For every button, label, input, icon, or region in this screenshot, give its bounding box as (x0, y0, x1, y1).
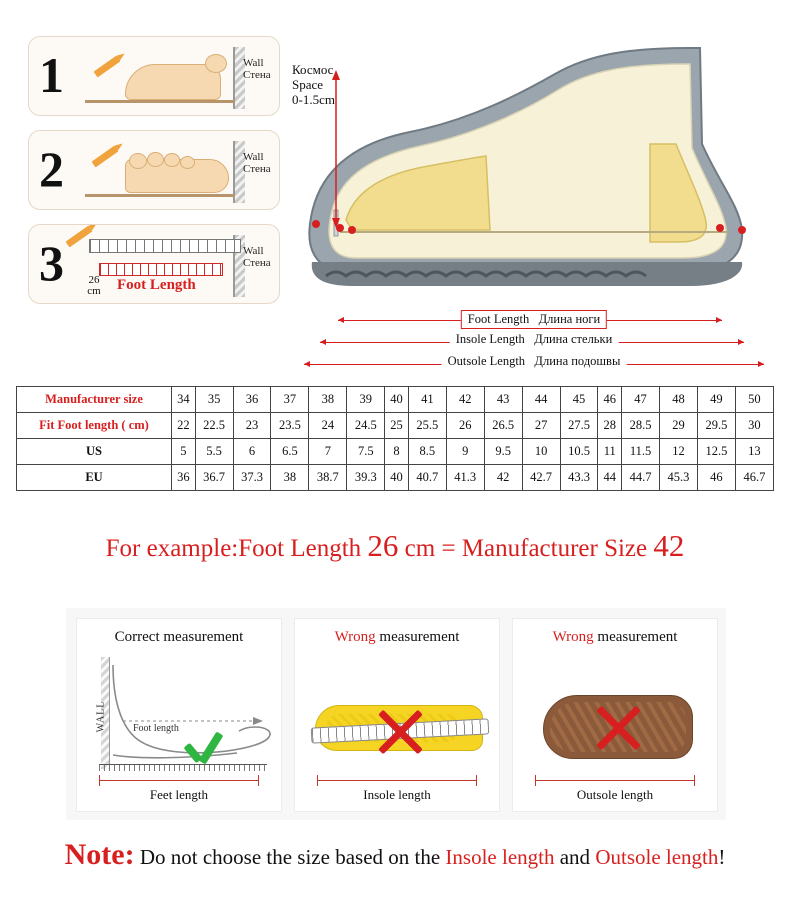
cell: 37 (271, 387, 309, 413)
top-illustration-section (0, 0, 790, 372)
cell: 28 (598, 413, 622, 439)
red-x-icon (373, 705, 427, 759)
panel-title (77, 629, 281, 646)
wall-label-en: Wall (243, 245, 264, 257)
row-header-fit-foot-length: Fit Foot length ( cm) (17, 413, 172, 439)
measure-label-en: Foot Length (467, 312, 530, 326)
cell: 11 (598, 439, 622, 465)
cell: 37.3 (233, 465, 271, 491)
cell: 41.3 (446, 465, 484, 491)
cell: 46 (697, 465, 735, 491)
space-label-ru: Космос (292, 62, 334, 77)
cell: 39.3 (347, 465, 385, 491)
measurement-labels (300, 310, 768, 376)
measure-label (461, 310, 607, 329)
cell: 13 (735, 439, 773, 465)
shoe-cross-section-diagram (290, 24, 770, 368)
cell: 50 (735, 387, 773, 413)
panel-caption: Insole length (363, 787, 431, 802)
measure-bar (99, 780, 259, 781)
panel-title-rest: measurement (159, 629, 244, 645)
toe-icon (180, 156, 195, 169)
cm-number: 26 (88, 274, 100, 286)
ground-line (85, 194, 235, 197)
cm-unit: cm (87, 285, 101, 297)
measure-row-foot-length (300, 310, 768, 332)
step-3 (28, 224, 280, 304)
cell: 44 (522, 387, 560, 413)
cell: 6.5 (271, 439, 309, 465)
example-number: 26 (367, 528, 399, 563)
table-row (17, 413, 774, 439)
measure-label (450, 332, 619, 347)
wall-label-ru: Стена (243, 69, 271, 81)
cell: 29 (660, 413, 698, 439)
cell: 22 (172, 413, 196, 439)
wall-label (243, 245, 277, 269)
cell: 41 (408, 387, 446, 413)
measure-label-en: Outsole Length (447, 354, 526, 368)
cell: 23 (233, 413, 271, 439)
example-prefix: For example:Foot Length (105, 535, 368, 562)
measure-label (442, 354, 627, 369)
cell: 26 (446, 413, 484, 439)
toe-icon (129, 153, 147, 169)
wall-label-ru: Стена (243, 163, 271, 175)
toe-icon (164, 153, 180, 167)
cell: 5.5 (195, 439, 233, 465)
toe-icon (147, 152, 164, 167)
panel-title (513, 629, 717, 646)
foot-length-label: Foot Length (117, 277, 196, 293)
cell: 38 (271, 465, 309, 491)
measure-label-ru: Длина ноги (538, 312, 601, 326)
pencil-icon (92, 146, 119, 168)
note-outsole-length: Outsole length (595, 845, 719, 869)
big-toe-icon (205, 54, 227, 73)
note-text-1: Do not choose the size based on the (134, 845, 446, 869)
space-value: 0-1.5cm (292, 92, 335, 107)
cell: 35 (195, 387, 233, 413)
panel-wrong-outsole (512, 618, 718, 812)
table-row (17, 387, 774, 413)
pencil-icon (94, 56, 121, 78)
row-header-us: US (17, 439, 172, 465)
cell: 8.5 (408, 439, 446, 465)
wall-label-ru: Стена (243, 257, 271, 269)
table-body (17, 387, 774, 491)
cell: 25.5 (408, 413, 446, 439)
panel-title-rest: measurement (375, 629, 460, 645)
cell: 42 (446, 387, 484, 413)
cell: 39 (347, 387, 385, 413)
cell: 30 (735, 413, 773, 439)
cm-value (81, 275, 107, 297)
cell: 6 (233, 439, 271, 465)
panel-correct-measurement (76, 618, 282, 812)
ruler-icon (89, 239, 241, 253)
step-2 (28, 130, 280, 210)
panel-caption: Outsole length (576, 787, 654, 802)
measure-highlight-icon (99, 263, 223, 276)
note-line (0, 838, 790, 872)
measure-row-insole-length (300, 332, 768, 354)
cell: 23.5 (271, 413, 309, 439)
cell: 43 (484, 387, 522, 413)
example-line (0, 528, 790, 564)
panel-title-emphasis: Wrong (334, 629, 376, 645)
cell: 40.7 (408, 465, 446, 491)
measurement-steps (28, 36, 280, 318)
arrow-left (304, 364, 444, 365)
measure-label-ru: Длина стельки (534, 332, 613, 346)
cell: 9.5 (484, 439, 522, 465)
cell: 34 (172, 387, 196, 413)
note-insole-length: Insole length (445, 845, 555, 869)
cell: 25 (385, 413, 409, 439)
cell: 27 (522, 413, 560, 439)
cell: 36 (172, 465, 196, 491)
note-text-2: and (554, 845, 596, 869)
table-row (17, 465, 774, 491)
ground-hatch-icon (99, 764, 267, 771)
space-label-en: Space (292, 77, 324, 92)
cell: 42 (484, 465, 522, 491)
cell: 47 (622, 387, 660, 413)
cell: 7.5 (347, 439, 385, 465)
cell: 46.7 (735, 465, 773, 491)
red-x-icon (591, 701, 645, 755)
cell: 38.7 (309, 465, 347, 491)
step-number: 3 (39, 235, 64, 291)
panel-caption: Feet length (149, 787, 209, 802)
panel-title-emphasis: Correct (114, 629, 160, 645)
shoe-illustration-icon (290, 24, 770, 324)
cell: 9 (446, 439, 484, 465)
cell: 24.5 (347, 413, 385, 439)
measure-label-ru: Длина подошвы (534, 354, 621, 368)
note-text-3: ! (718, 845, 726, 869)
cell: 8 (385, 439, 409, 465)
foot-length-caption: Foot length (133, 723, 179, 734)
measure-label-en: Insole Length (455, 332, 525, 346)
cell: 43.3 (560, 465, 598, 491)
cell: 40 (385, 465, 409, 491)
table-row (17, 439, 774, 465)
cell: 45.3 (660, 465, 698, 491)
panel-wrong-insole (294, 618, 500, 812)
cell: 29.5 (697, 413, 735, 439)
cell: 36 (233, 387, 271, 413)
size-conversion-table (16, 386, 774, 491)
cell: 42.7 (522, 465, 560, 491)
cell: 46 (598, 387, 622, 413)
panel-title-rest: measurement (593, 629, 678, 645)
wall-label (243, 57, 277, 81)
cell: 44.7 (622, 465, 660, 491)
panel-title-emphasis: Wrong (552, 629, 594, 645)
cell: 27.5 (560, 413, 598, 439)
cell: 45 (560, 387, 598, 413)
row-header-eu: EU (17, 465, 172, 491)
comparison-panels (66, 608, 726, 820)
example-size: 42 (653, 528, 685, 563)
cell: 22.5 (195, 413, 233, 439)
cell: 11.5 (622, 439, 660, 465)
cell: 5 (172, 439, 196, 465)
panel-title (295, 629, 499, 646)
step-number: 2 (39, 141, 64, 197)
cell: 26.5 (484, 413, 522, 439)
cell: 40 (385, 387, 409, 413)
cell: 44 (598, 465, 622, 491)
wall-label-en: Wall (243, 57, 264, 69)
wall-label (243, 151, 277, 175)
cell: 28.5 (622, 413, 660, 439)
step-1 (28, 36, 280, 116)
measure-bar (535, 780, 695, 781)
cell: 10 (522, 439, 560, 465)
wall-label: WALL (95, 700, 107, 733)
measure-row-outsole-length (300, 354, 768, 376)
cell: 12 (660, 439, 698, 465)
measure-bar (317, 780, 477, 781)
cell: 10.5 (560, 439, 598, 465)
cell: 7 (309, 439, 347, 465)
cell: 12.5 (697, 439, 735, 465)
example-middle: cm = Manufacturer Size (398, 535, 654, 562)
cell: 48 (660, 387, 698, 413)
step-number: 1 (39, 47, 64, 103)
row-header-manufacturer-size: Manufacturer size (17, 387, 172, 413)
arrow-right (624, 364, 764, 365)
cell: 36.7 (195, 465, 233, 491)
ground-line (85, 100, 235, 103)
green-check-icon (185, 739, 225, 763)
arrow-left (320, 342, 468, 343)
cell: 38 (309, 387, 347, 413)
size-table (16, 386, 774, 491)
note-keyword: Note: (64, 838, 135, 871)
cell: 24 (309, 413, 347, 439)
wall-label-en: Wall (243, 151, 264, 163)
cell: 49 (697, 387, 735, 413)
